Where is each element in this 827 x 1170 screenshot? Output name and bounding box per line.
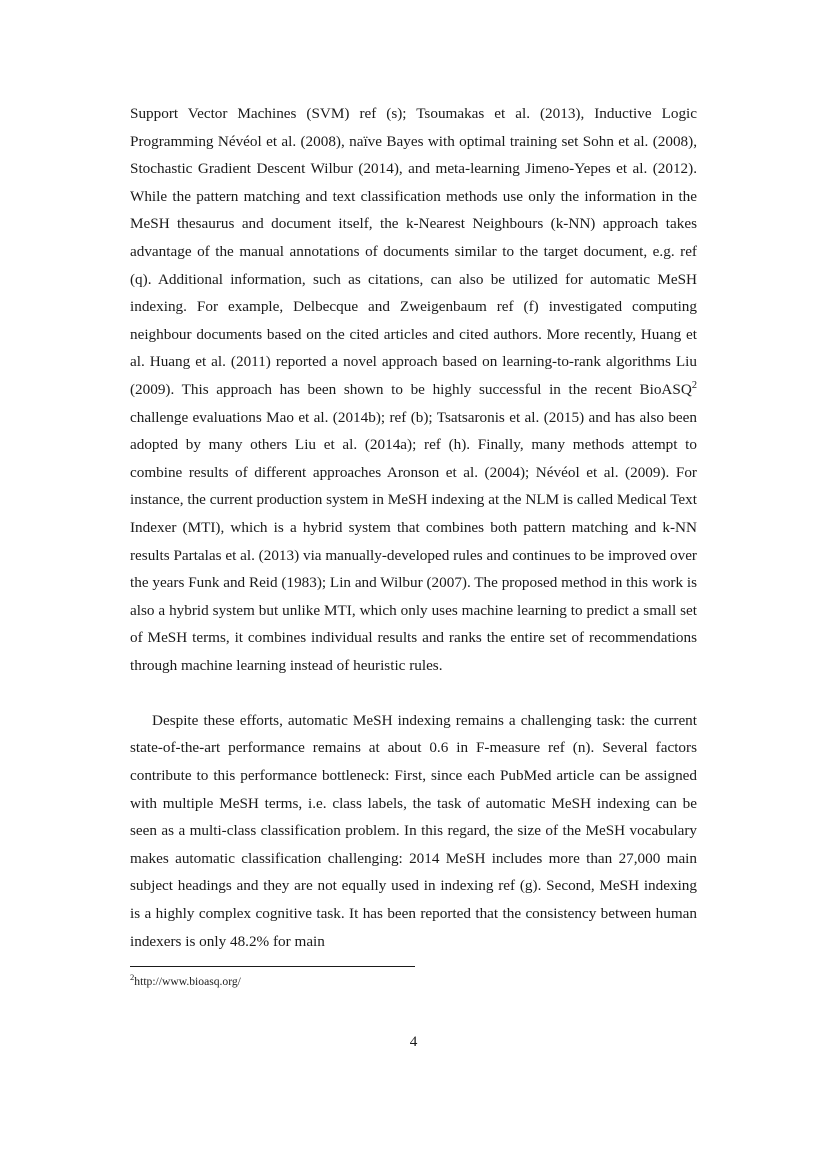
body-text-block — [130, 100, 697, 955]
footnote-number: 2 — [130, 972, 135, 983]
footnote-item — [130, 974, 697, 989]
footnote-area — [130, 966, 697, 989]
footnote-url-text[interactable]: http://www.bioasq.org/ — [134, 975, 241, 988]
footnote-reference-marker[interactable]: 2 — [691, 379, 697, 391]
paragraph-continuation — [130, 100, 697, 679]
paragraph-text-before-footnote: Support Vector Machines (SVM) ref (s); Tsoumakas et al. (2013), Inductive Logic Programming Névéol et al. (2008), naïve Bayes with optimal training set Sohn et al. (2008), Stochastic Gradient Descent Wilbur (2014), and meta-learning Jimeno-Yepes et al. (2012). While the pattern matching and text classification methods use only the information in the MeSH thesaurus and document itself, the k-Nearest Neighbours (k-NN) approach takes advantage of the manual annotations of documents similar to the target document, e.g. ref (q). Additional information, such as citations, can also be utilized for automatic MeSH indexing. For example, Delbecque and Zweigenbaum ref (f) investigated computing neighbour documents based on the cited articles and cited authors. More recently, Huang et al. Huang et al. (2011) reported a novel approach based on learning-to-rank algorithms Liu (2009). This approach has been shown to be highly successful in the recent BioASQ — [130, 105, 697, 398]
paragraph-text-after-footnote: challenge evaluations Mao et al. (2014b); ref (b); Tsatsaronis et al. (2015) and has also been adopted by many others Liu et al. (2014a); ref (h). Finally, many methods attempt to combine results of different approaches Aronson et al. (2004); Névéol et al. (2009). For instance, the current production system in MeSH indexing at the NLM is called Medical Text Indexer (MTI), which is a hybrid system that combines both pattern matching and k-NN results Partalas et al. (2013) via manually-developed rules and continues to be improved over the years Funk and Reid (1983); Lin and Wilbur (2007). The proposed method in this work is also a hybrid system but unlike MTI, which only uses machine learning to predict a small set of MeSH terms, it combines individual results and ranks the entire set of recommendations through machine learning instead of heuristic rules. — [130, 408, 698, 674]
footnote-separator-rule — [130, 966, 415, 967]
paragraph-despite-these-efforts: Despite these efforts, automatic MeSH indexing remains a challenging task: the current state-of-the-art performance remains at about 0.6 in F-measure ref (n). Several factors contribute to this performance bottleneck: First, since each PubMed article can be assigned with multiple MeSH terms, i.e. class labels, the task of automatic MeSH indexing can be seen as a multi-class classification problem. In this regard, the size of the MeSH vocabulary makes automatic classification challenging: 2014 MeSH includes more than 27,000 main subject headings and they are not equally used in indexing ref (g). Second, MeSH indexing is a highly complex cognitive task. It has been reported that the consistency between human indexers is only 48.2% for main — [130, 711, 697, 950]
page-number: 4 — [409, 1033, 418, 1050]
